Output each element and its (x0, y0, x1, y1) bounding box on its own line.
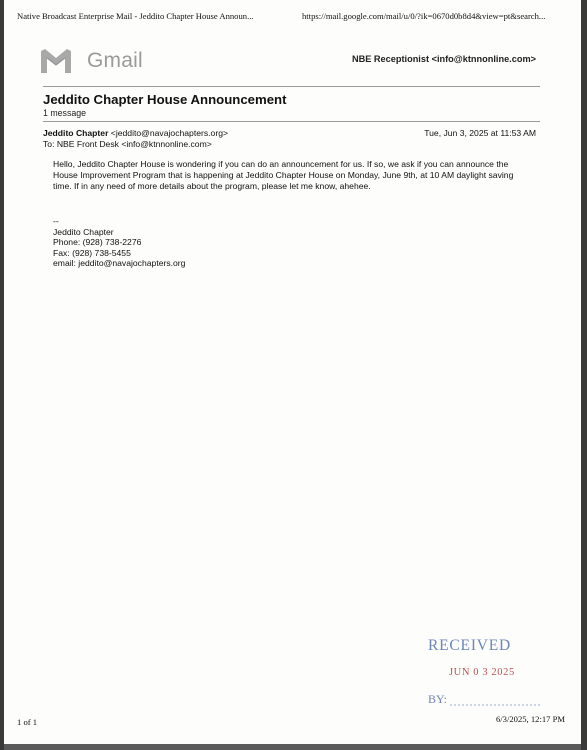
print-timestamp: 6/3/2025, 12:17 PM (496, 714, 565, 724)
sender-email: <jeddito@navajochapters.org> (108, 128, 228, 138)
gmail-wordmark: Gmail (87, 49, 143, 72)
print-header-title: Native Broadcast Enterprise Mail - Jeddito Chapter House Announ... (17, 11, 254, 21)
message-date: Tue, Jun 3, 2025 at 11:53 AM (424, 128, 536, 138)
recipient-line: To: NBE Front Desk <info@ktnnonline.com> (43, 139, 212, 149)
signature-line: Fax: (928) 738-5455 (53, 247, 131, 258)
print-header-url: https://mail.google.com/mail/u/0/?ik=0670d0b8d4&view=pt&search... (302, 11, 546, 21)
subject-divider (43, 121, 540, 122)
signature-line: -- (53, 216, 59, 226)
signature-block (53, 216, 185, 269)
received-stamp-by: BY: (428, 692, 447, 706)
signature-line: Jeddito Chapter (53, 226, 114, 237)
printed-page (4, 0, 581, 744)
message-body: Hello, Jeddito Chapter House is wondering if you can do an announcement for us. If so, we ask if you can announce the House Improvement Program that is happening at Jeddito Chapter House on Monday, June 9th, at 10 AM daylight saving time. If in any need of more details about the program, please let me know, ahehee. (53, 159, 514, 191)
stamp-dotted-line (450, 703, 542, 707)
gmail-m-icon (40, 48, 72, 74)
page-number: 1 of 1 (17, 717, 38, 727)
header-divider (43, 86, 540, 87)
page-shadow (4, 744, 581, 750)
signature-line: Phone: (928) 738-2276 (53, 237, 142, 247)
thread-subject: Jeddito Chapter House Announcement (43, 92, 287, 107)
account-line: NBE Receptionist <info@ktnnonline.com> (351, 54, 536, 64)
received-stamp-date: JUN 0 3 2025 (449, 667, 515, 678)
received-stamp: RECEIVED (428, 637, 512, 654)
sender-name: Jeddito Chapter (43, 128, 109, 138)
signature-line: email: jeddito@navajochapters.org (53, 258, 186, 268)
gmail-logo (40, 48, 143, 74)
message-count: 1 message (43, 108, 87, 118)
sender-line (43, 128, 228, 138)
